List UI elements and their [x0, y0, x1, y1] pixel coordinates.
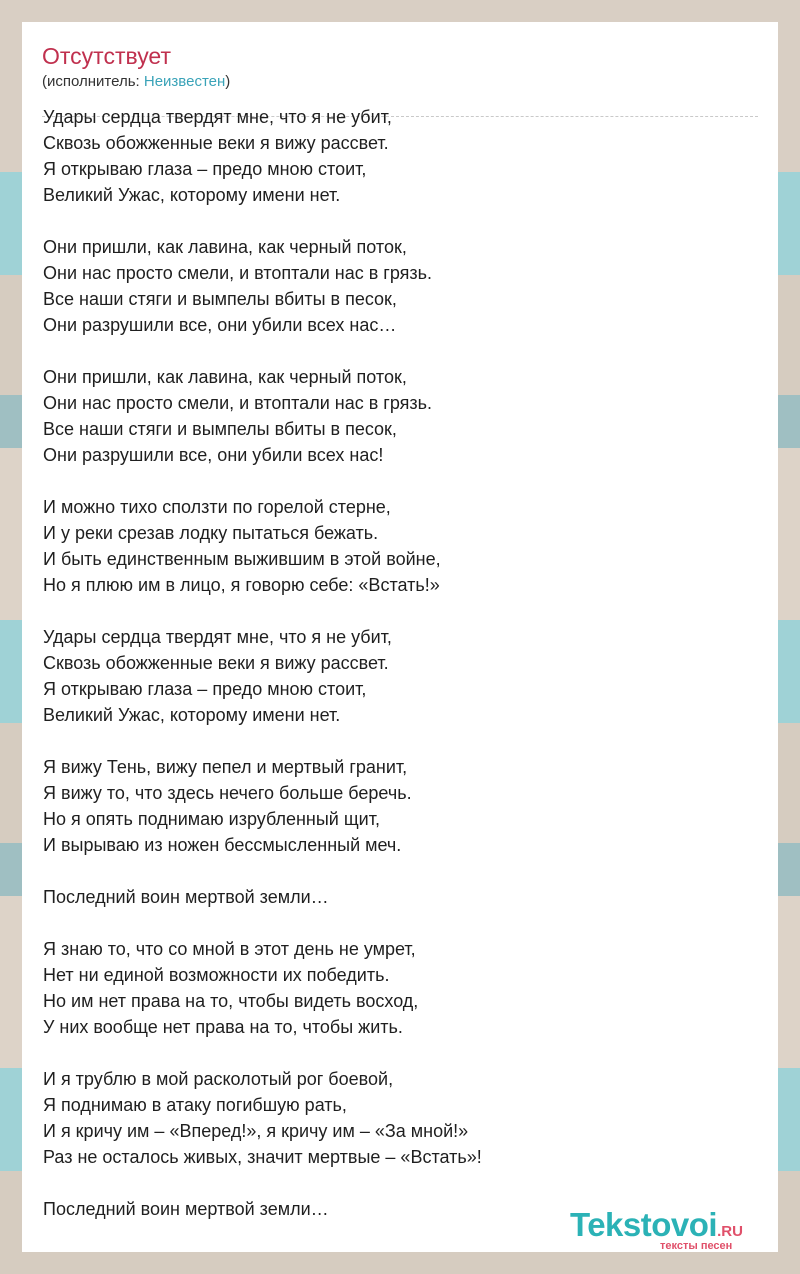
lyric-line: И у реки срезав лодку пытаться бежать.: [43, 523, 379, 543]
lyric-line: Они разрушили все, они убили всех нас!: [43, 445, 384, 465]
logo-name: Tekstovoi: [570, 1206, 718, 1243]
performer-link[interactable]: Неизвестен: [143, 73, 226, 90]
lyric-line: Они разрушили все, они убили всех нас…: [43, 315, 397, 335]
performer-line: [42, 72, 758, 92]
stanza: [43, 936, 759, 1040]
lyric-line: Последний воин мертвой земли…: [43, 887, 329, 907]
lyric-line: Но им нет права на то, чтобы видеть восход,: [43, 991, 419, 1011]
lyric-line: Нет ни единой возможности их победить.: [43, 965, 390, 985]
lyric-line: Я вижу Тень, вижу пепел и мертвый гранит,: [43, 757, 408, 777]
performer-suffix: ): [225, 73, 231, 90]
stanza: [43, 104, 759, 208]
lyric-line: Последний воин мертвой земли…: [43, 1199, 329, 1219]
lyric-line: И вырываю из ножен бессмысленный меч.: [43, 835, 402, 855]
lyric-line: И быть единственным выжившим в этой войне,: [43, 549, 441, 569]
lyric-line: Сквозь обожженные веки я вижу рассвет.: [43, 653, 389, 673]
performer-prefix: (исполнитель:: [42, 73, 144, 90]
stanza: [43, 494, 759, 598]
song-title: Отсутствует: [42, 43, 171, 69]
lyric-line: Я поднимаю в атаку погибшую рать,: [43, 1095, 347, 1115]
lyrics-body: [43, 104, 759, 1248]
lyrics-card: [22, 22, 778, 1252]
lyric-line: Они пришли, как лавина, как черный поток,: [43, 367, 407, 387]
lyric-line: Великий Ужас, которому имени нет.: [43, 185, 341, 205]
lyric-line: Они пришли, как лавина, как черный поток,: [43, 237, 407, 257]
stanza: [43, 364, 759, 468]
lyric-line: Сквозь обожженные веки я вижу рассвет.: [43, 133, 389, 153]
lyric-line: И можно тихо сползти по горелой стерне,: [43, 497, 391, 517]
lyric-line: Они нас просто смели, и втоптали нас в грязь.: [43, 263, 433, 283]
lyric-line: Я открываю глаза – предо мною стоит,: [43, 679, 367, 699]
lyric-line: Я открываю глаза – предо мною стоит,: [43, 159, 367, 179]
lyric-line: Раз не осталось живых, значит мертвые – «Встать»!: [43, 1147, 482, 1167]
lyric-line: Великий Ужас, которому имени нет.: [43, 705, 341, 725]
stanza: [43, 754, 759, 858]
lyric-line: И я трублю в мой расколотый рог боевой,: [43, 1069, 394, 1089]
stanza: [43, 234, 759, 338]
site-logo[interactable]: [570, 1207, 780, 1253]
logo-tagline: тексты песен: [660, 1240, 733, 1252]
lyric-line: Удары сердца твердят мне, что я не убит,: [43, 627, 392, 647]
logo-tld: .RU: [717, 1223, 743, 1240]
lyric-line: Они нас просто смели, и втоптали нас в грязь.: [43, 393, 433, 413]
stanza: [43, 624, 759, 728]
lyric-line: Все наши стяги и вымпелы вбиты в песок,: [43, 419, 397, 439]
lyric-line: Но я опять поднимаю изрубленный щит,: [43, 809, 380, 829]
lyric-line: Все наши стяги и вымпелы вбиты в песок,: [43, 289, 397, 309]
stanza: [43, 1066, 759, 1170]
lyric-line: Но я плюю им в лицо, я говорю себе: «Встать!»: [43, 575, 440, 595]
lyric-line: Я знаю то, что со мной в этот день не умрет,: [43, 939, 416, 959]
lyric-line: У них вообще нет права на то, чтобы жить.: [43, 1017, 403, 1037]
lyric-line: Удары сердца твердят мне, что я не убит,: [43, 107, 392, 127]
stanza: [43, 884, 759, 910]
lyric-line: И я кричу им – «Вперед!», я кричу им – «За мной!»: [43, 1121, 469, 1141]
lyric-line: Я вижу то, что здесь нечего больше беречь.: [43, 783, 412, 803]
